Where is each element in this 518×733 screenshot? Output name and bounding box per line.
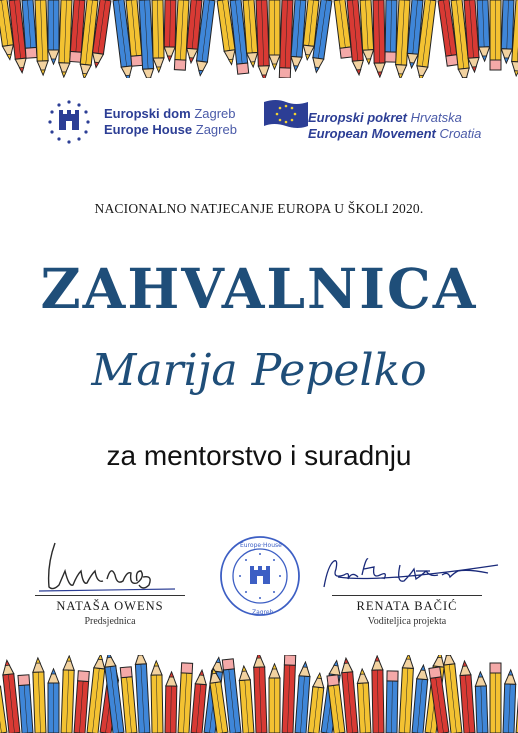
- logos-row: [0, 96, 518, 148]
- pencil: [152, 0, 164, 72]
- pencil: [164, 0, 176, 61]
- europe-house-logo: [46, 98, 246, 148]
- signature-line-right: [332, 595, 482, 596]
- pencil: [238, 666, 254, 733]
- pencil: [475, 672, 488, 733]
- pencil: [282, 655, 296, 733]
- pencil: [357, 669, 371, 733]
- svg-text:Zagreb: Zagreb: [252, 609, 274, 616]
- bottom-pencil-border: [0, 655, 518, 733]
- certificate-title: ZAHVALNICA: [40, 256, 478, 321]
- pencil: [373, 0, 385, 77]
- pencil: [253, 655, 267, 733]
- pencil: [48, 669, 59, 733]
- eu-flag-icon: [262, 98, 310, 130]
- handwritten-signature-left: [25, 535, 195, 595]
- pencil: [503, 670, 516, 733]
- signatory-role-right: Voditeljica projekta: [367, 616, 447, 627]
- pencil: [174, 0, 189, 70]
- signatory-role-left: Predsjednica: [84, 616, 136, 627]
- pencil: [35, 0, 49, 75]
- signature-block-right: [318, 535, 488, 635]
- pencil: [295, 662, 311, 733]
- pencil-border-bottom-art: [0, 655, 518, 733]
- recipient-name: Marija Pepelko: [91, 345, 427, 396]
- top-pencil-border: [0, 0, 518, 78]
- pencil: [165, 672, 177, 733]
- pencil: [269, 0, 280, 69]
- pencil: [279, 0, 293, 78]
- competition-name: NACIONALNO NATJECANJE EUROPA U ŠKOLI 2020.: [94, 201, 424, 216]
- european-movement-logo: [262, 96, 492, 146]
- pencil: [18, 675, 33, 733]
- european-movement-text: Europski pokret Hrvatska European Movement Croatia: [308, 110, 482, 141]
- pencil: [151, 661, 163, 733]
- svg-text:Europe·House·: Europe·House·: [240, 542, 284, 549]
- pencil-border-top-art: [0, 0, 518, 78]
- pencil: [48, 0, 59, 64]
- pencil: [178, 663, 193, 733]
- signatory-name-left: NATAŠA OWENS: [56, 599, 164, 613]
- pencil: [490, 0, 501, 70]
- pencil: [386, 671, 398, 733]
- handwritten-signature-right: [318, 535, 518, 595]
- pencil: [135, 655, 150, 733]
- pencil: [490, 663, 501, 733]
- certificate-subtitle: za mentorstvo i suradnju: [106, 440, 412, 471]
- pencil: [385, 0, 397, 62]
- official-stamp: [218, 534, 302, 618]
- signature-line-left: [35, 595, 185, 596]
- pencil: [399, 655, 414, 733]
- stamp-seal-icon: [218, 534, 302, 618]
- pencil: [32, 658, 46, 733]
- signature-block-left: [25, 535, 195, 635]
- castle-in-stars-icon: [46, 98, 92, 146]
- europe-house-text: Europski dom Zagreb Europe House Zagreb: [104, 106, 237, 137]
- pencil: [372, 656, 384, 733]
- pencil: [74, 671, 89, 733]
- pencil: [61, 656, 75, 733]
- pencil: [58, 0, 72, 77]
- pencil: [256, 0, 270, 78]
- pencil: [269, 664, 280, 733]
- signatory-name-right: RENATA BAČIĆ: [356, 599, 458, 613]
